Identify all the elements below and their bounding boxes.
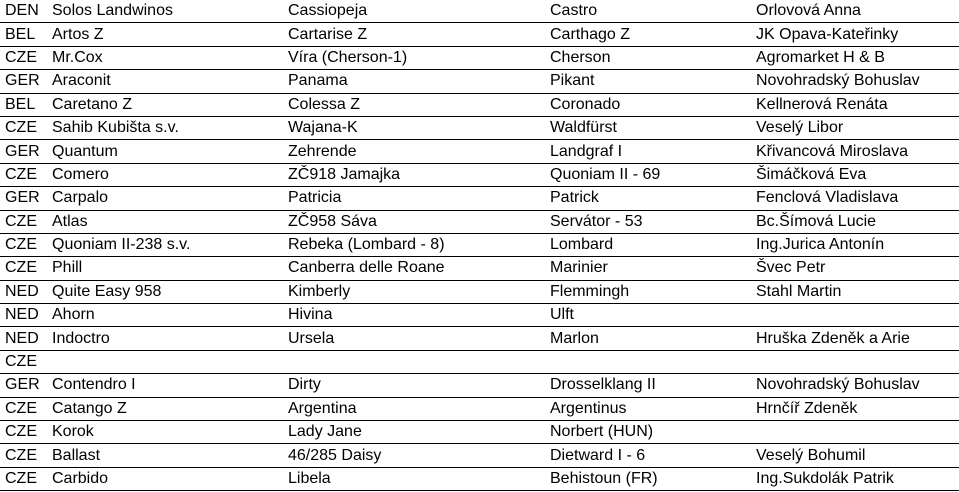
country-cell: CZE bbox=[5, 165, 37, 183]
horse-name-cell: Ahorn bbox=[52, 306, 95, 324]
country-cell: BEL bbox=[5, 95, 36, 113]
horse-name-cell: Ballast bbox=[52, 446, 101, 464]
owner-cell: JK Opava-Kateřinky bbox=[756, 25, 899, 43]
horse-name-cell: Catango Z bbox=[52, 399, 127, 417]
horse-name-cell: Comero bbox=[52, 165, 109, 183]
country-cell: NED bbox=[5, 329, 39, 347]
father-cell: Cherson bbox=[550, 48, 611, 66]
country-cell: CZE bbox=[5, 236, 37, 254]
mother-cell: Wajana-K bbox=[288, 119, 358, 137]
father-cell: Waldfürst bbox=[550, 119, 617, 137]
horse-name-cell: Carpalo bbox=[52, 189, 109, 207]
father-cell: Landgraf I bbox=[550, 142, 623, 160]
owner-cell: Ing.Sukdolák Patrik bbox=[756, 470, 894, 487]
country-cell: CZE bbox=[5, 119, 37, 137]
horse-name-cell: Quoniam II-238 s.v. bbox=[52, 236, 191, 254]
table-row bbox=[0, 304, 959, 327]
owner-cell: Kellnerová Renáta bbox=[756, 95, 888, 113]
mother-cell: Cassiopeja bbox=[288, 2, 368, 20]
mother-cell: Dirty bbox=[288, 376, 321, 394]
country-cell: CZE bbox=[5, 470, 37, 487]
mother-cell: ZČ958 Sáva bbox=[288, 212, 377, 230]
mother-cell: Libela bbox=[288, 470, 331, 487]
horse-name-cell: Carbido bbox=[52, 470, 109, 487]
owner-cell: Novohradský Bohuslav bbox=[756, 72, 920, 90]
father-cell: Quoniam II - 69 bbox=[550, 165, 661, 183]
table-row bbox=[0, 164, 959, 187]
owner-cell: Veselý Libor bbox=[756, 119, 844, 137]
mother-cell: Zehrende bbox=[288, 142, 357, 160]
mother-cell: Patricia bbox=[288, 189, 342, 207]
father-cell: Servátor - 53 bbox=[550, 212, 643, 230]
mother-cell: Colessa Z bbox=[288, 95, 361, 113]
country-cell: BEL bbox=[5, 25, 36, 43]
father-cell: Carthago Z bbox=[550, 25, 631, 43]
country-cell: GER bbox=[5, 189, 40, 207]
father-cell: Argentinus bbox=[550, 399, 627, 417]
horse-name-cell: Quite Easy 958 bbox=[52, 282, 162, 300]
table-row bbox=[0, 70, 959, 93]
horse-name-cell: Quantum bbox=[52, 142, 118, 160]
table-row bbox=[0, 234, 959, 257]
table-row bbox=[0, 0, 959, 23]
table-row bbox=[0, 351, 959, 374]
mother-cell: Ursela bbox=[288, 329, 335, 347]
table-row bbox=[0, 117, 959, 140]
table-row bbox=[0, 211, 959, 234]
owner-cell: Novohradský Bohuslav bbox=[756, 376, 920, 394]
owner-cell: Fenclová Vladislava bbox=[756, 189, 899, 207]
owner-cell: Veselý Bohumil bbox=[756, 446, 866, 464]
mother-cell: Lady Jane bbox=[288, 423, 362, 441]
father-cell: Castro bbox=[550, 2, 598, 20]
table-row bbox=[0, 374, 959, 397]
table-row bbox=[0, 187, 959, 210]
horse-name-cell: Caretano Z bbox=[52, 95, 133, 113]
horse-name-cell: Indoctro bbox=[52, 329, 110, 347]
table-row bbox=[0, 421, 959, 444]
horse-name-cell: Contendro I bbox=[52, 376, 136, 394]
horse-name-cell: Phill bbox=[52, 259, 83, 277]
horse-name-cell: Artos Z bbox=[52, 25, 104, 43]
table-row bbox=[0, 257, 959, 280]
country-cell: CZE bbox=[5, 48, 37, 66]
table-row bbox=[0, 398, 959, 421]
mother-cell: Panama bbox=[288, 72, 348, 90]
father-cell: Ulft bbox=[550, 306, 574, 324]
table-row bbox=[0, 140, 959, 163]
owner-cell: Hruška Zdeněk a Arie bbox=[756, 329, 910, 347]
horse-name-cell: Solos Landwinos bbox=[52, 2, 173, 20]
table-row bbox=[0, 47, 959, 70]
owner-cell: Ing.Jurica Antonín bbox=[756, 236, 885, 254]
table-row bbox=[0, 23, 959, 46]
horse-name-cell: Araconit bbox=[52, 72, 111, 90]
owner-cell: Hrnčíř Zdeněk bbox=[756, 399, 858, 417]
father-cell: Coronado bbox=[550, 95, 621, 113]
father-cell: Patrick bbox=[550, 189, 599, 207]
country-cell: CZE bbox=[5, 446, 37, 464]
mother-cell: Canberra delle Roane bbox=[288, 259, 445, 277]
owner-cell: Orlovová Anna bbox=[756, 2, 861, 20]
table-row bbox=[0, 327, 959, 350]
country-cell: GER bbox=[5, 72, 40, 90]
country-cell: GER bbox=[5, 376, 40, 394]
horse-name-cell: Sahib Kubišta s.v. bbox=[52, 119, 179, 137]
country-cell: CZE bbox=[5, 259, 37, 277]
father-cell: Pikant bbox=[550, 72, 595, 90]
country-cell: NED bbox=[5, 282, 39, 300]
horse-name-cell: Mr.Cox bbox=[52, 48, 103, 66]
mother-cell: Hivina bbox=[288, 306, 333, 324]
owner-cell: Stahl Martin bbox=[756, 282, 842, 300]
mother-cell: Cartarise Z bbox=[288, 25, 368, 43]
horse-name-cell: Atlas bbox=[52, 212, 88, 230]
country-cell: CZE bbox=[5, 212, 37, 230]
country-cell: GER bbox=[5, 142, 40, 160]
father-cell: Behistoun (FR) bbox=[550, 470, 658, 487]
country-cell: DEN bbox=[5, 2, 39, 20]
father-cell: Norbert (HUN) bbox=[550, 423, 654, 441]
country-cell: CZE bbox=[5, 423, 37, 441]
mother-cell: Argentina bbox=[288, 399, 357, 417]
table-row bbox=[0, 468, 959, 491]
mother-cell: Víra (Cherson-1) bbox=[288, 48, 408, 66]
table-row bbox=[0, 94, 959, 117]
father-cell: Dietward I - 6 bbox=[550, 446, 646, 464]
mother-cell: 46/285 Daisy bbox=[288, 446, 382, 464]
horse-name-cell: Korok bbox=[52, 423, 94, 441]
table-row bbox=[0, 444, 959, 467]
owner-cell: Agromarket H & B bbox=[756, 48, 885, 66]
father-cell: Drosselklang II bbox=[550, 376, 656, 394]
father-cell: Marinier bbox=[550, 259, 608, 277]
table-row bbox=[0, 281, 959, 304]
father-cell: Marlon bbox=[550, 329, 599, 347]
country-cell: CZE bbox=[5, 353, 37, 371]
owner-cell: Křivancová Miroslava bbox=[756, 142, 909, 160]
owner-cell: Švec Petr bbox=[756, 259, 826, 277]
owner-cell: Bc.Šímová Lucie bbox=[756, 212, 877, 230]
father-cell: Lombard bbox=[550, 236, 614, 254]
mother-cell: Kimberly bbox=[288, 282, 351, 300]
father-cell: Flemmingh bbox=[550, 282, 630, 300]
owner-cell: Šimáčková Eva bbox=[756, 165, 867, 183]
country-cell: NED bbox=[5, 306, 39, 324]
country-cell: CZE bbox=[5, 399, 37, 417]
mother-cell: ZČ918 Jamajka bbox=[288, 165, 401, 183]
mother-cell: Rebeka (Lombard - 8) bbox=[288, 236, 445, 254]
